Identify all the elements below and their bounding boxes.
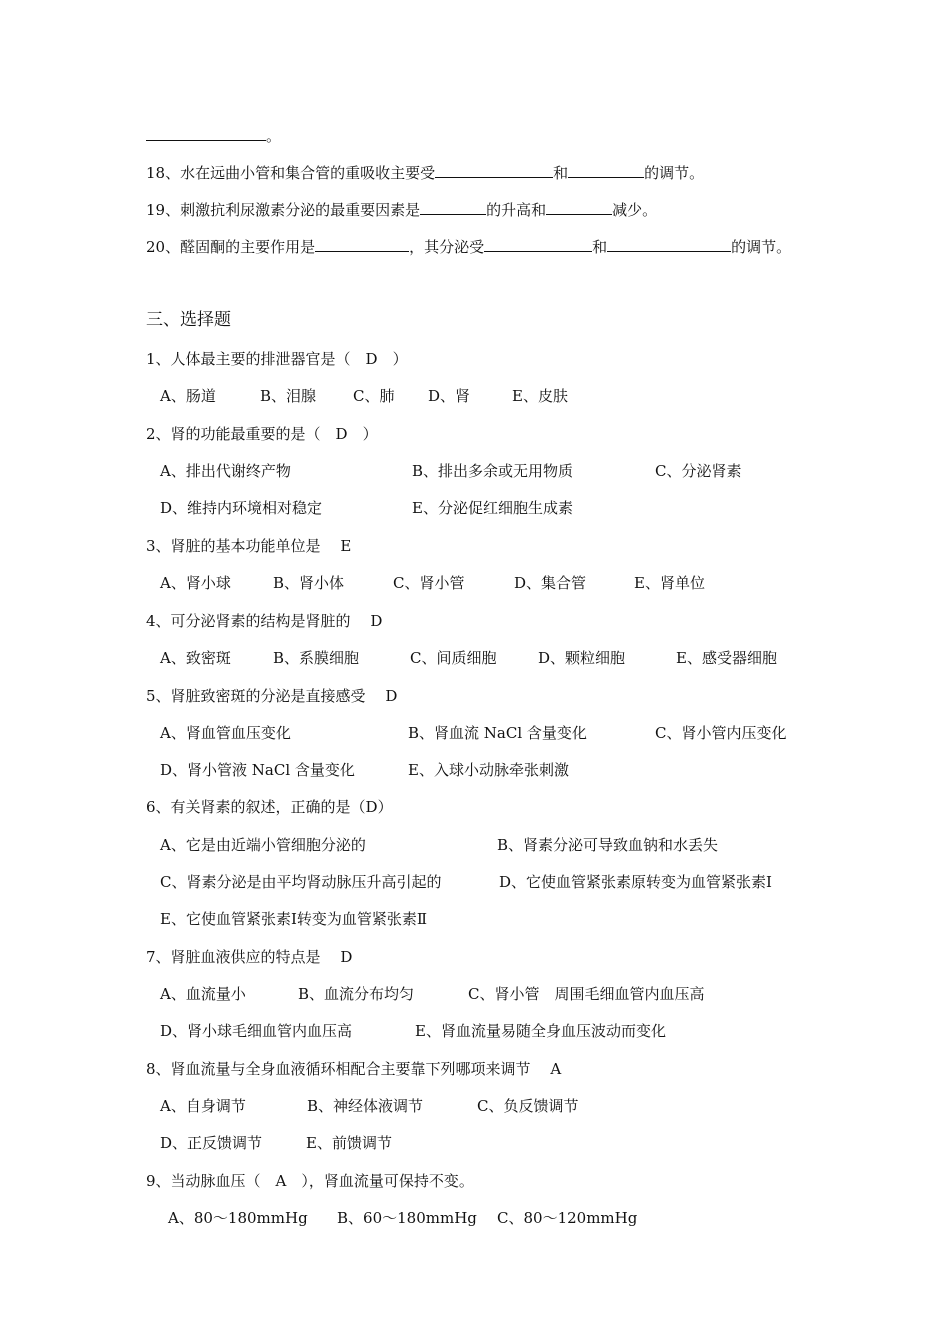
question-stem: 6、有关肾素的叙述，正确的是（D） bbox=[146, 798, 393, 816]
option: D、正反馈调节 bbox=[160, 1134, 263, 1152]
option: C、分泌肾素 bbox=[655, 462, 742, 480]
q18-text-a: 18、水在远曲小管和集合管的重吸收主要受 bbox=[146, 164, 436, 182]
option: B、排出多余或无用物质 bbox=[412, 462, 574, 480]
option: C、80～120mmHg bbox=[497, 1209, 638, 1227]
question-stem: 8、肾血流量与全身血液循环相配合主要靠下列哪项来调节 A bbox=[146, 1060, 562, 1078]
question-stem: 2、肾的功能最重要的是（ D ） bbox=[146, 425, 378, 443]
q20-text-a: 20、醛固酮的主要作用是 bbox=[146, 238, 316, 256]
fill-q18 bbox=[146, 163, 704, 183]
q19-text-b: 的升高和 bbox=[486, 201, 547, 219]
option: B、系膜细胞 bbox=[273, 649, 360, 667]
option: C、肺 bbox=[353, 387, 395, 405]
blank bbox=[146, 126, 266, 141]
option: B、神经体液调节 bbox=[307, 1097, 424, 1115]
option: D、肾小球毛细血管内血压高 bbox=[160, 1022, 353, 1040]
question-stem: 5、肾脏致密斑的分泌是直接感受 D bbox=[146, 687, 398, 705]
question-stem: 3、肾脏的基本功能单位是 E bbox=[146, 537, 352, 555]
option: A、肠道 bbox=[160, 387, 216, 405]
q18-text-c: 的调节。 bbox=[644, 164, 705, 182]
option: B、肾小体 bbox=[273, 574, 345, 592]
blank bbox=[607, 237, 731, 252]
q17-tail: 。 bbox=[266, 127, 282, 145]
option: A、血流量小 bbox=[160, 985, 246, 1003]
q18-text-b: 和 bbox=[553, 164, 569, 182]
option: E、肾单位 bbox=[634, 574, 705, 592]
q20-text-c: 和 bbox=[592, 238, 608, 256]
option: D、它使血管紧张素原转变为血管紧张素Ⅰ bbox=[499, 873, 772, 891]
option: C、肾小管 周围毛细血管内血压高 bbox=[468, 985, 705, 1003]
blank bbox=[420, 200, 486, 215]
option: E、感受器细胞 bbox=[676, 649, 777, 667]
option: E、它使血管紧张素Ⅰ转变为血管紧张素Ⅱ bbox=[160, 910, 428, 928]
blank bbox=[315, 237, 409, 252]
section-title: 三、选择题 bbox=[146, 310, 231, 330]
option: A、肾血管血压变化 bbox=[160, 724, 291, 742]
q19-text-c: 减少。 bbox=[612, 201, 658, 219]
q19-text-a: 19、刺激抗利尿激素分泌的最重要因素是 bbox=[146, 201, 421, 219]
option: B、60～180mmHg bbox=[337, 1209, 477, 1227]
option: C、肾小管 bbox=[393, 574, 465, 592]
option: D、维持内环境相对稳定 bbox=[160, 499, 323, 517]
option: E、皮肤 bbox=[512, 387, 568, 405]
fill-q19 bbox=[146, 200, 657, 220]
fill-q20 bbox=[146, 237, 791, 257]
question-stem: 9、当动脉血压（ A ），肾血流量可保持不变。 bbox=[146, 1172, 474, 1190]
option: E、入球小动脉牵张刺激 bbox=[408, 761, 569, 779]
option: B、泪腺 bbox=[260, 387, 317, 405]
option: D、肾 bbox=[428, 387, 471, 405]
q20-text-d: 的调节。 bbox=[731, 238, 792, 256]
option: D、集合管 bbox=[514, 574, 587, 592]
option: D、颗粒细胞 bbox=[538, 649, 626, 667]
option: A、自身调节 bbox=[160, 1097, 246, 1115]
q17-tail-line bbox=[146, 126, 281, 146]
option: E、肾血流量易随全身血压波动而变化 bbox=[415, 1022, 666, 1040]
option: E、分泌促红细胞生成素 bbox=[412, 499, 573, 517]
option: B、肾血流 NaCl 含量变化 bbox=[408, 724, 587, 742]
option: A、80～180mmHg bbox=[168, 1209, 308, 1227]
option: C、肾素分泌是由平均肾动脉压升高引起的 bbox=[160, 873, 442, 891]
option: D、肾小管液 NaCl 含量变化 bbox=[160, 761, 355, 779]
blank bbox=[546, 200, 612, 215]
option: C、负反馈调节 bbox=[477, 1097, 579, 1115]
q20-text-b: ，其分泌受 bbox=[409, 238, 485, 256]
option: A、致密斑 bbox=[160, 649, 231, 667]
blank bbox=[484, 237, 592, 252]
question-stem: 4、可分泌肾素的结构是肾脏的 D bbox=[146, 612, 383, 630]
option: A、它是由近端小管细胞分泌的 bbox=[160, 836, 366, 854]
option: B、肾素分泌可导致血钠和水丢失 bbox=[497, 836, 719, 854]
option: B、血流分布均匀 bbox=[298, 985, 415, 1003]
option: A、排出代谢终产物 bbox=[160, 462, 291, 480]
option: C、肾小管内压变化 bbox=[655, 724, 787, 742]
option: A、肾小球 bbox=[160, 574, 231, 592]
question-stem: 7、肾脏血液供应的特点是 D bbox=[146, 948, 353, 966]
question-stem: 1、人体最主要的排泄器官是（ D ） bbox=[146, 350, 408, 368]
option: C、间质细胞 bbox=[410, 649, 497, 667]
blank bbox=[435, 163, 553, 178]
blank bbox=[568, 163, 644, 178]
option: E、前馈调节 bbox=[306, 1134, 392, 1152]
